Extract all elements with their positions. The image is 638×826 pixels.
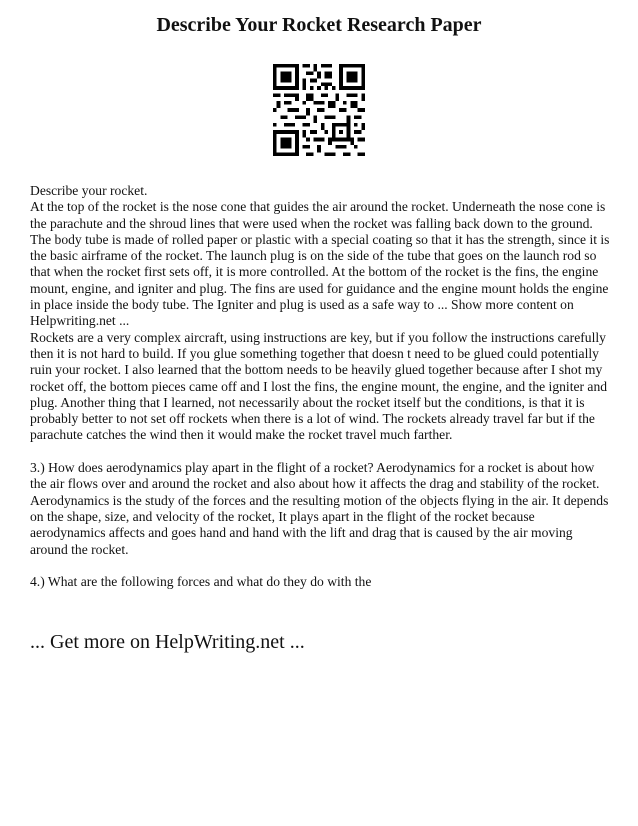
get-more-link[interactable]: ... Get more on HelpWriting.net ...: [30, 631, 305, 653]
paragraph-rocket-description: At the top of the rocket is the nose cone that guides the air around the rocket. Underneath the nose cone is the parachute and the shroud lines that were used when the rocket was falling back down to the ground. The body tube is made of rolled paper or plastic with a special coating so that it has the strength, since it is the basic airframe of the rocket. The launch plug is on the side of the tube that goes on the launch rod so that when the rocket first sets off, it is more controlled. At the bottom of the rocket is the fins, the engine mount, engine, and igniter and plug. The fins are used for guidance and the engine mount holds the engine in place inside the body tube. The Igniter and plug is used as a safe way to ... Show more content on Helpwriting.net ...: [30, 199, 610, 329]
paragraph-heading: Describe your rocket.: [30, 183, 148, 198]
paragraph-aerodynamics: 3.) How does aerodynamics play apart in the flight of a rocket? Aerodynamics for a rocket is about how the air flows over and around the rocket and also about how it affects the drag and stability of the rocket. Aerodynamics is the study of the forces and the resulting motion of the objects flying in the air. It depends on the shape, size, and velocity of the rocket, It plays apart in the flight of the rocket because aerodynamics affects and goes hand and hand with the lift and drag that is caused by the air moving around the rocket.: [30, 460, 609, 557]
paragraph-building-lessons: Rockets are a very complex aircraft, using instructions are key, but if you follow the instructions carefully then it is not hard to build. If you glue something together that doesn t need to be glued could potentially ruin your rocket. I also learned that the bottom needs to be heavily glued together because after I shot my rocket off, the bottom pieces came off and I lost the fins, the engine mount, the engine, and the igniter and plug. Another thing that I learned, not necessarily about the rocket itself but the conditions, is that it is probably better to not set off rockets when there is a lot of wind. The rockets already travel far but if the parachute catches the wind then it would make the rocket travel much farther.: [30, 329, 608, 443]
paragraph-forces-question: 4.) What are the following forces and what do they do with the: [30, 574, 372, 590]
page-title: Describe Your Rocket Research Paper: [156, 14, 482, 36]
article-body: [30, 183, 612, 590]
qr-code-icon: [273, 64, 365, 156]
